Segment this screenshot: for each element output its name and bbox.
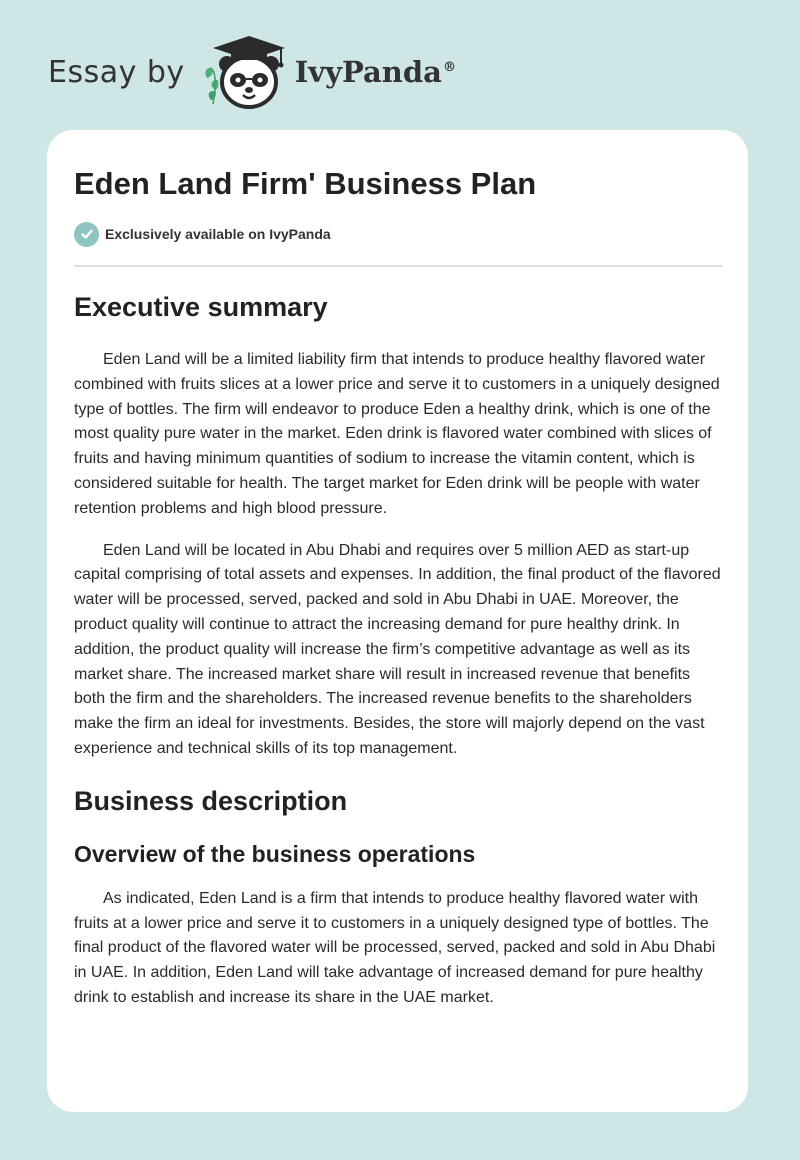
exclusive-badge bbox=[74, 221, 722, 247]
paragraph: Eden Land will be a limited liability firm that intends to produce healthy flavored water combined with fruits slices at a lower price and serve it to customers in a uniquely designed type of bottles. The firm will endeavor to produce Eden a healthy drink, which is one of the most quality pure water in the market. Eden drink is flavored water combined with slices of fruits and having minimum quantities of sodium to increase the vitamin content, which is considered suitable for health. The target market for Eden drink will be people with water retention problems and high blood pressure. bbox=[74, 351, 720, 517]
section-heading-business-description: Business description bbox=[74, 785, 348, 816]
badge-text: Exclusively available on IvyPanda bbox=[105, 226, 331, 242]
registered-mark: ® bbox=[442, 60, 456, 76]
document-card bbox=[47, 130, 748, 1112]
page-title: Eden Land Firm' Business Plan bbox=[74, 166, 537, 201]
paragraph: Eden Land will be located in Abu Dhabi and requires over 5 million AED as start-up capital comprising of total assets and expenses. In addition, the final product of the flavored water will be processed, served, packed and sold in Abu Dhabi in UAE. Moreover, the product quality will continue to attract the increasing demand for pure healthy drink. In addition, the product quality will increase the firm’s competitive advantage as well as its market share. The increased market share will result in increased revenue that benefits both the firm and the shareholders. The increased revenue benefits to the shareholders make the firm an ideal for investments. Besides, the store will majorly depend on the vast experience and technical skills of its top management. bbox=[74, 541, 721, 757]
check-icon bbox=[74, 222, 99, 247]
paragraph: As indicated, Eden Land is a firm that intends to produce healthy flavored water with fruits at a lower price and serve it to customers in a uniquely designed type of bottles. The final product of the flavored water will be processed, served, packed and sold in Abu Dhabi in UAE. In addition, Eden Land will take advantage of increased demand for pure healthy drink to establish and increase its share in the UAE market. bbox=[74, 889, 716, 1006]
divider bbox=[74, 265, 722, 267]
section-heading-executive-summary: Executive summary bbox=[74, 292, 328, 322]
panda-graduate-icon bbox=[201, 34, 289, 110]
brand-name: IvyPanda® bbox=[294, 55, 456, 89]
brand-header bbox=[48, 34, 456, 110]
subheading-business-operations: Overview of the business operations bbox=[74, 840, 476, 867]
brand-prefix: Essay by bbox=[48, 54, 185, 90]
